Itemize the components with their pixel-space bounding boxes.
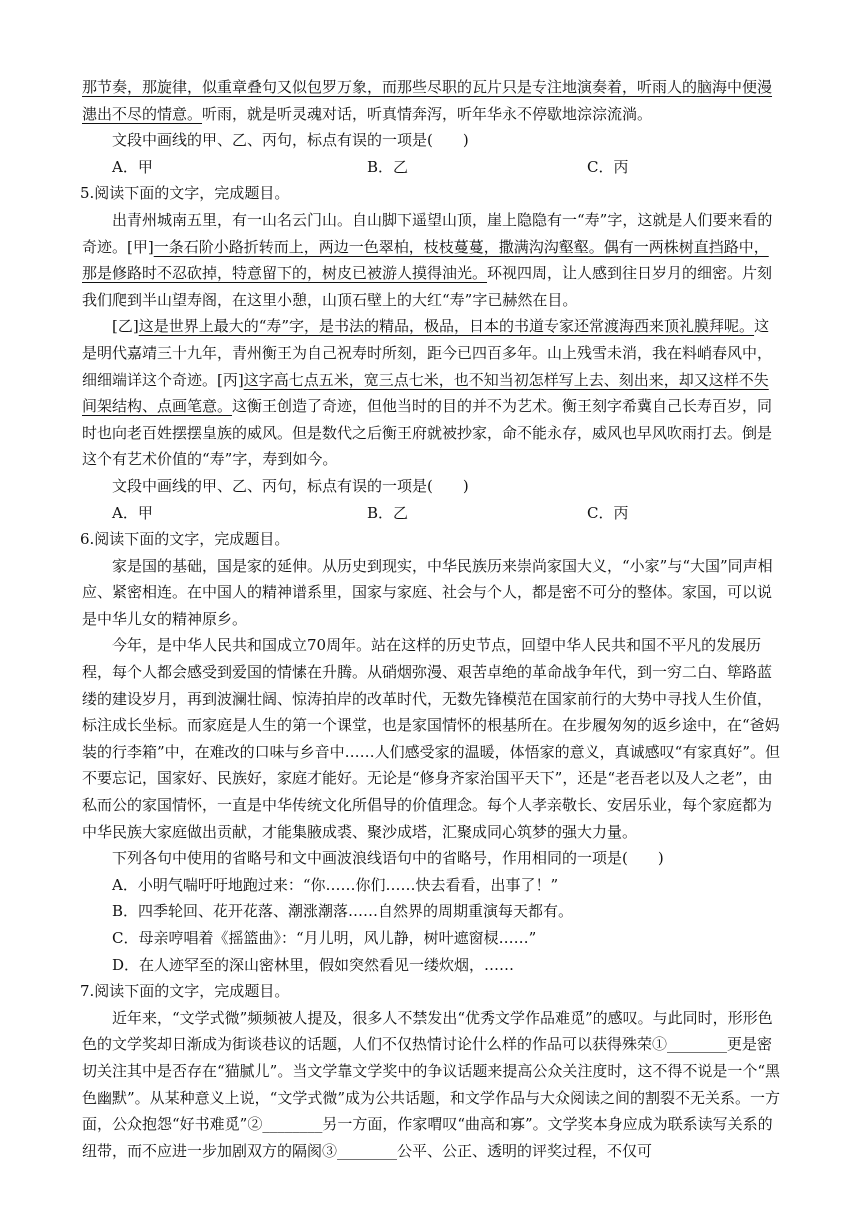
- q7-title: 7.阅读下面的文字，完成题目。: [80, 982, 290, 1001]
- q6-paragraph-1: 家是国的基础，国是家的延伸。从历史到现实，中华民族历来崇尚家国大义，“小家”与“大国”同声相应、紧密相连。在中国人的精神谱系里，国家与家庭、社会与个人，都是密不可分的整体。家国，可以说是中华儿女的精神原乡。: [82, 556, 773, 628]
- q5-paragraph-2: [82, 313, 782, 473]
- option-b[interactable]: B．四季轮回、花开花落、潮涨潮落……自然界的周期重演每天都有。: [112, 902, 574, 921]
- option-a[interactable]: A．甲: [112, 503, 153, 522]
- option-c[interactable]: C．丙: [587, 157, 629, 176]
- q6-title: 6.阅读下面的文字，完成题目。: [80, 530, 290, 549]
- passage-text: 这是明代嘉靖三十九年，青州衡王为自己祝寿时所刻，距今已四百多年。山上残雪未消，我在料峭春风中，细细端详这个奇迹。[丙]: [82, 317, 773, 389]
- passage-text: 这衡王创造了奇迹，但他当时的目的并不为艺术。衡王刻字希冀自己长寿百岁，同时也向老百姓摆摆皇族的威风。但是数代之后衡王府就被抄家，命不能永存，威风也早风吹雨打去。倒是这个有艺术价值的“寿”字，寿到如今。: [82, 397, 773, 469]
- passage-text: 出青州城南五里，有一山名云门山。自山脚下遥望山顶，崖上隐隐有一“寿”字，这就是人们要来看的奇迹。[甲]: [82, 210, 773, 256]
- q4-passage-end: [82, 74, 782, 127]
- underlined-sentence-bing: 那节奏，那旋律，似重章叠句又似包罗万象，而那些尽职的瓦片只是专注地演奏着，听雨人的脑海中便漫漶出不尽的情意。: [82, 78, 773, 123]
- passage-text: [乙]: [112, 317, 139, 336]
- passage-text: 环视四周，让人感到往日岁月的细密。片刻我们爬到半山望寿阁，在这里小憩，山顶石壁上的大红“寿”字已赫然在目。: [82, 264, 773, 309]
- underlined-sentence-yi: 这是世界上最大的“寿”字，是书法的精品，极品，日本的书道专家还常渡海西来顶礼膜拜呢。: [138, 317, 755, 336]
- option-c[interactable]: C．母亲哼唱着《摇篮曲》：“月儿明，风儿静，树叶遮窗棂……”: [112, 929, 537, 947]
- q5-stem: 文段中画线的甲、乙、丙句，标点有误的一项是( ): [112, 476, 469, 495]
- q5-title: 5.阅读下面的文字，完成题目。: [80, 184, 290, 203]
- q5-paragraph-1: [82, 207, 782, 313]
- q6-stem: 下列各句中使用的省略号和文中画波浪线语句中的省略号，作用相同的一项是( ): [112, 849, 664, 868]
- option-b[interactable]: B．乙: [367, 157, 409, 176]
- q4-stem: 文段中画线的甲、乙、丙句，标点有误的一项是( ): [112, 131, 469, 150]
- q7-paragraph-1: 近年来，“文学式微”频频被人提及，很多人不禁发出“优秀文学作品难觅”的感叹。与此同时，形形色色的文学奖却日渐成为街谈巷议的话题，人们不仅热情讨论什么样的作品可以获得殊荣①________更是密切关注其中是否存在“猫腻儿”。当文学靠文学奖中的争议话题来提高公众关注度时，这不得不说是一个“黑色幽默”。从某种意义上说，“文学式微”成为公共话题，和文学作品与大众阅读之间的割裂不无关系。一方面，公众抱怨“好书难觅”②________另一方面，作家喟叹“曲高和寡”。文学奖本身应成为联系读写关系的纽带，而不应进一步加剧双方的隔阂③________公平、公正、透明的评奖过程，不仅可: [82, 1008, 781, 1160]
- underlined-sentence-jia: 一条石阶小路折转而上，两边一色翠柏，枝枝蔓蔓，撒满沟沟壑壑。偶有一两株树直挡路中，那是修路时不忍砍掉，特意留下的，树皮已被游人摸得油光。: [82, 237, 769, 283]
- passage-text: 听雨，就是听灵魂对话，听真情奔泻，听年华永不停歇地淙淙流淌。: [202, 104, 653, 123]
- q6-paragraph-2: 今年，是中华人民共和国成立70周年。站在这样的历史节点，回望中华人民共和国不平凡的发展历程，每个人都会感受到爱国的情愫在升腾。从硝烟弥漫、艰苦卓绝的革命战争年代，到一穷二白、筚路蓝缕的建设岁月，再到波澜壮阔、惊涛拍岸的改革时代，无数先锋模范在国家前行的大势中寻找人生价值，标注成长坐标。而家庭是人生的第一个课堂，也是家国情怀的根基所在。在步履匆匆的返乡途中，在“爸妈装的行李箱”中，在难改的口味与乡音中……人们感受家的温暖，体悟家的意义，真诚感叹“有家真好”。但不要忘记，国家好、民族好，家庭才能好。无论是“修身齐家治国平天下”，还是“老吾老以及人之老”，由私而公的家国情怀，一直是中华传统文化所倡导的价值理念。每个人孝亲敬长、安居乐业，每个家庭都为中华民族大家庭做出贡献，才能集腋成裘、聚沙成塔，汇聚成同心筑梦的强大力量。: [82, 636, 781, 841]
- option-a[interactable]: A．小明气喘吁吁地跑过来：“你……你们……快去看看，出事了！”: [112, 875, 559, 894]
- option-a[interactable]: A．甲: [112, 157, 153, 176]
- underlined-sentence-bing: 这字高七点五米，宽三点七米，也不知当初怎样写上去、刻出来，却又这样不失间架结构、点画笔意。: [82, 370, 769, 416]
- option-c[interactable]: C．丙: [587, 503, 629, 522]
- q5-options: [82, 500, 782, 527]
- option-d[interactable]: D．在人迹罕至的深山密林里，假如突然看见一缕炊烟，……: [112, 955, 515, 974]
- q4-options: [82, 154, 782, 181]
- document-page: [82, 74, 782, 1164]
- option-b[interactable]: B．乙: [367, 503, 409, 522]
